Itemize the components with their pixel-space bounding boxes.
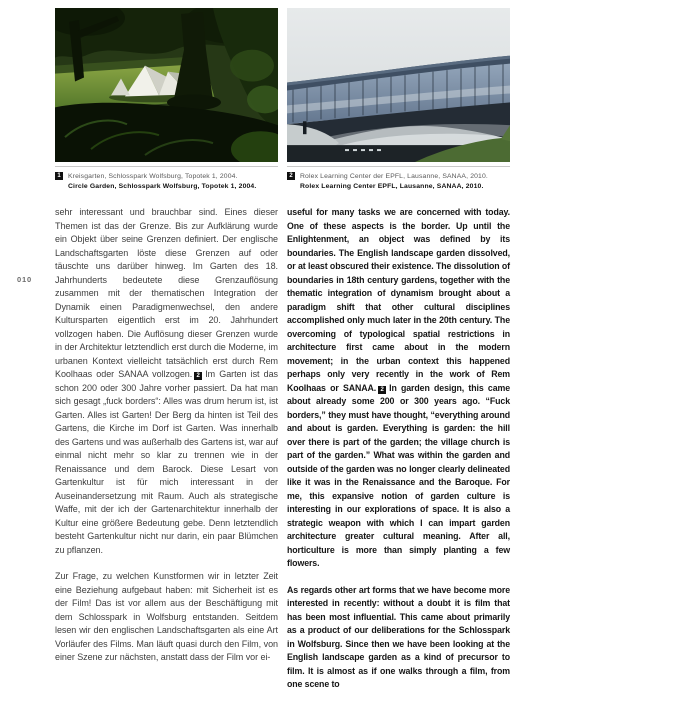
figure-1-badge: 1 <box>55 172 63 180</box>
figure-rolex-center <box>287 8 510 191</box>
figure-circle-garden <box>55 8 278 191</box>
caption-english: Circle Garden, Schlosspark Wolfsburg, Topotek 1, 2004. <box>68 182 257 190</box>
inline-reference-badge: 2 <box>194 372 202 380</box>
figure-2-caption-text <box>300 172 488 191</box>
text-columns <box>55 206 511 705</box>
english-text-column <box>287 206 510 705</box>
figure-row <box>55 8 510 191</box>
inline-reference-badge: 2 <box>378 386 386 394</box>
english-para1-part1: useful for many tasks we are concerned with today. One of these aspects is the border. Up until the Enlightenment, an object was defined by its boundaries. The English landscape garden dissolved, or at least obscured their existence. The dissolution of boundaries in 18th century gardens, together with the thematic integration of dynamism brought about a paradigm shift that other cultural disciplines accomplished only much later in the 20th century. The overcoming of typological spatial restrictions in architecture first came about in the modern movement; in the urban context this happened perhaps only very recently in the work of Rem Koolhaas or SANAA. <box>287 207 510 393</box>
caption-german: Kreisgarten, Schlosspark Wolfsburg, Topotek 1, 2004. <box>68 173 238 180</box>
english-para1-part2: In garden design, this came about already some 200 or 300 years ago. “Fuck borders,” they must have thought, “everything around and about is garden. Everything is garden: the hill over there is part of the garden; the village church is part of the garden.” What was within the garden and outside of the garden was no longer clearly delineated like it was in the Renaissance and the Baroque. For me, this expansive notion of garden culture is interesting in our explorations of space. It is also a strategic weapon with which I can impart garden architecture greater cultural meaning. After all, horticulture is more than simply planting a few flowers. <box>287 382 511 568</box>
photo-circle-garden <box>55 8 278 162</box>
caption-english: Rolex Learning Center EPFL, Lausanne, SANAA, 2010. <box>300 182 484 190</box>
german-text-column <box>55 206 278 705</box>
german-paragraph-2: Zur Frage, zu welchen Kunstformen wir in letzter Zeit eine Beziehung aufgebaut haben: mit Sicherheit ist es der Film! Das ist vor allem aus der Beschäftigung mit dem Schlosspark in Wolfsburg entstanden. Seitdem lesen wir den englischen Landschaftsgarten als eine Art Vorläufer des Films. Man läuft quasi durch den Film, von einer Szene zur nächsten, anstatt dass der Film vor ei- <box>55 571 278 662</box>
figure-caption-2 <box>287 166 510 191</box>
english-paragraph-2: As regards other art forms that we have become more interested in recently: without a doubt it is film that has been most influential. This came about primarily as a product of our deliberations for the Schlosspark in Wolfsburg. Since then we have been looking at the English landscape garden as a kind of precursor to film. It is almost as if one walks through a film, from one scene to <box>287 584 510 689</box>
caption-german: Rolex Learning Center der EPFL, Lausanne, SANAA, 2010. <box>300 173 488 180</box>
english-paragraph-1 <box>287 206 510 571</box>
german-para1-part1: sehr interessant und brauchbar sind. Eines dieser Themen ist das der Grenze. Bis zur Aufklärung wurde ein Objekt über seine Grenzen definiert. Der englische Landschaftsgarten löste diese Grenzen auf oder täuschte uns darüber hinweg. Im Garten des 18. Jahrhunderts bedeutete diese Grenzauflösung zusammen mit der thematischen Integration der Dynamik einen Paradigmenwechsel, den andere Kultursparten eigentlich erst im 20. Jahrhundert vollzogen haben. Die Auflösung dieser Grenzen wurde in der Architektur letztendlich erst durch die Moderne, im urbanen Kontext vielleicht tatsächlich erst durch Rem Koolhaas oder SANAA vollzogen. <box>55 207 278 379</box>
photo-rolex-center <box>287 8 510 162</box>
german-para1-part2: Im Garten ist das schon 200 oder 300 Jahre vorher passiert. Da hat man sich gesagt „fuck borders“: Alles was drum herum ist, ist Garten. Alles ist Garten! Der Berg da hinten ist Teil des Gartens, die Kirche im Dorf ist Garten. Was innerhalb des Gartens und was außerhalb des Gartens ist, war auf einmal nicht mehr so klar zu trennen wie in der Renaissance und dem Barock. Diese Lesart von Gartenkultur ist für mich interessant in der Auseinandersetzung mit Raum. Auch als strategische Waffe, mit der ich der Gartenarchitektur innerhalb der Kultur eine größere Bedeutung gebe. Denn letztendlich besteht Gartenkultur nicht nur darin, ein paar Blümchen zu pflanzen. <box>55 369 278 555</box>
figure-2-badge: 2 <box>287 172 295 180</box>
german-paragraph-1 <box>55 206 278 557</box>
figure-1-caption-text <box>68 172 256 191</box>
page-number: 010 <box>17 275 32 284</box>
figure-caption-1 <box>55 166 278 191</box>
